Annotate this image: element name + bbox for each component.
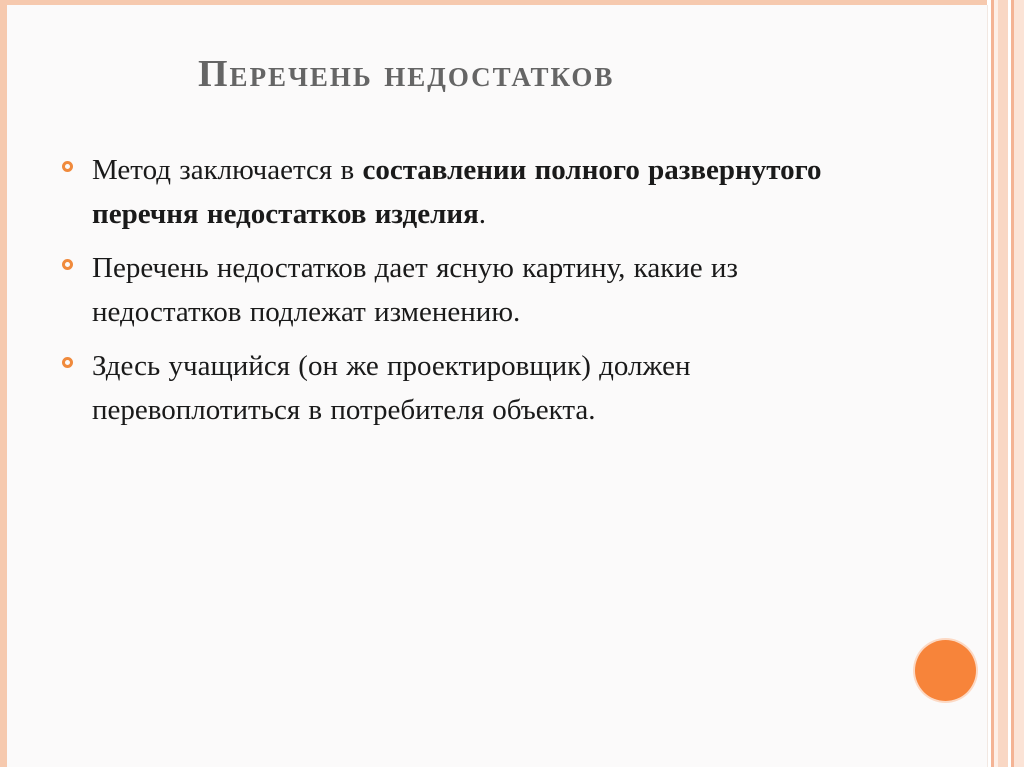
slide-title: Перечень недостатков xyxy=(198,53,615,95)
bullet-item xyxy=(62,148,882,236)
bullet-text-bold: составлении полного развернутого перечня недостатков изделия xyxy=(92,154,822,230)
bullet-text-end: . xyxy=(478,198,487,230)
orange-ring-bullet-icon xyxy=(62,259,73,270)
bullet-text: Перечень недостатков дает ясную картину, какие из недостатков подлежат изменению. xyxy=(92,252,738,328)
bullet-text: Здесь учащийся (он же проектировщик) должен перевоплотиться в потребителя объекта. xyxy=(92,350,691,426)
orange-ring-bullet-icon xyxy=(62,357,73,368)
bullet-list xyxy=(62,148,882,442)
bullet-item xyxy=(62,344,882,432)
bullet-text xyxy=(92,148,882,236)
orange-circle-icon xyxy=(915,640,976,701)
orange-ring-bullet-icon xyxy=(62,161,73,172)
bullet-item xyxy=(62,246,882,334)
decorative-stripe xyxy=(998,0,1008,767)
decorative-stripe xyxy=(1014,0,1024,767)
bullet-text-plain: Метод заключается в xyxy=(92,154,363,186)
